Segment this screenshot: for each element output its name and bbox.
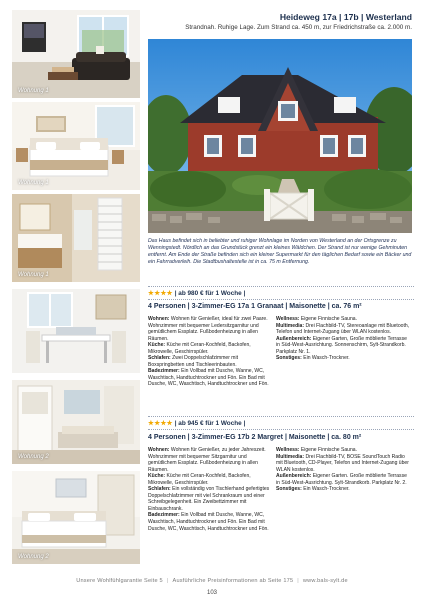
detail-value: Küche mit Ceran-Kochfeld, Backofen, Mikrowelle, Geschirrspüler. — [148, 473, 251, 486]
photo-living-room-1 — [12, 10, 140, 98]
price-text: | ab 980 € für 1 Woche | — [174, 290, 246, 297]
apartment-2-heading: 4 Personen | 3-Zimmer-EG 17b 2 Margret | Maisonette | ca. 80 m² — [148, 434, 362, 441]
apartment-1-details-right — [276, 316, 412, 362]
detail-value: Drei Flachbild-TV, BOSE SoundTouch Radio mit Bluetooth, CD-Player, Telefon und Internet-Zugang über WLAN kostenlos. — [276, 453, 409, 473]
detail-value: Eigener Garten, Große möblierte Terrasse in Süd-West-Ausrichtung. Sonnenschirm, Sylt-Strandkorb. Parkplatz Nr. 1. — [276, 335, 407, 355]
detail-key: Küche: — [148, 342, 166, 349]
detail-value: Ein Wasch-Trockner. — [301, 355, 350, 362]
detail-key: Schlafen: — [148, 486, 171, 493]
photo-caption: Wohnung 2 — [18, 554, 49, 560]
detail-paragraph — [276, 355, 412, 362]
detail-value: Eigener Garten. Große möblierte Terrasse in Süd-West-Ausrichtung. Sylt-Strandkorb. Parkplatz Nr. 2. — [276, 473, 407, 486]
detail-key: Schlafen: — [148, 355, 171, 362]
house-illustration — [148, 39, 412, 233]
bathroom-illustration — [12, 194, 140, 282]
page-subtitle: Strandnah. Ruhige Lage. Zum Strand ca. 450 m, zur Friedrichstraße ca. 2.000 m. — [185, 24, 412, 31]
detail-value: Eigene Finnische Sauna. — [299, 316, 357, 322]
detail-key: Küche: — [148, 473, 166, 480]
detail-key: Badezimmer: — [148, 512, 180, 519]
rating-stars: ★★★★ — [148, 420, 173, 427]
detail-key: Wohnen: — [148, 447, 170, 453]
detail-value: Ein Vollbad mit Dusche, Wanne, WC, Waschtisch, Handtuchtrockner und Fön. Ein Bad mit Dusche, WC, Waschtisch, Handtuchtrockner und Fön. — [148, 512, 269, 532]
detail-key: Außenbereich: — [276, 473, 312, 480]
location-description: Das Haus befindet sich in beliebter und ruhiger Wohnlage im Norden von Westerland an der Ortsgrenze zu Wenningstedt. Nördlich an das Grundstück grenzt ein kleines Wäldchen. Der Strand ist nur wenige Gehminuten entfernt. Am Ende der Straße befinden sich ein kleiner Supermarkt für den täglichen Bedarf sowie ein Bäcker und ein Fahrradverleih. Die Stadtbushaltestelle ist in ca. 75 m Entfernung. — [148, 238, 412, 265]
apartment-1-details-left — [148, 316, 270, 388]
detail-paragraph — [148, 342, 270, 355]
apartment-2-price — [148, 419, 245, 427]
apartment-1-price — [148, 289, 245, 297]
detail-value: Wohnen für Genießer, zu jeder Jahreszeit. Wohnzimmer mit bequemer Sitzgarnitur und gemütlichem Essplatz. Fußbodenheizung in allen Räumen. — [148, 447, 266, 473]
detail-paragraph — [148, 486, 270, 512]
divider — [148, 416, 414, 417]
price-text: | ab 945 € für 1 Woche | — [174, 420, 246, 427]
detail-value: Wohnen für Genießer, ideal für zwei Paare. Wohnzimmer mit bequemer Ledersitzgarnitur und gemütlichem Essplatz. Fußbodenheizung in allen Räumen. — [148, 316, 268, 342]
apartment-1-heading: 4 Personen | 3-Zimmer-EG 17a 1 Granaat | Maisonette | ca. 76 m² — [148, 303, 362, 310]
photo-bedroom-2 — [12, 471, 140, 564]
living-room-illustration — [12, 10, 140, 98]
detail-key: Badezimmer: — [148, 368, 180, 375]
divider — [148, 429, 414, 430]
detail-paragraph — [148, 473, 270, 486]
page-title: Heideweg 17a | 17b | Westerland — [279, 12, 412, 22]
detail-paragraph — [276, 473, 412, 486]
detail-paragraph — [276, 486, 412, 493]
apartment-2-details-right — [276, 447, 412, 493]
detail-paragraph — [276, 323, 412, 336]
detail-paragraph — [148, 355, 270, 368]
detail-value: Eigene Finnische Sauna. — [299, 447, 357, 453]
photo-bathroom-1 — [12, 194, 140, 282]
detail-key: Sonstiges: — [276, 486, 302, 493]
detail-value: Küche mit Ceran-Kochfeld, Backofen, Mikrowelle, Geschirrspüler. — [148, 342, 251, 355]
photo-dining-2 — [12, 289, 140, 373]
detail-paragraph — [148, 316, 270, 342]
bedroom-illustration — [12, 102, 140, 190]
detail-key: Wellness: — [276, 316, 300, 322]
photo-caption: Wohnung 1 — [18, 272, 49, 278]
photo-caption: Wohnung 2 — [18, 454, 49, 460]
living-room-2-illustration — [12, 380, 140, 464]
detail-value: Ein Vollbad mit Dusche, Wanne, WC, Waschtisch, Handtuchtrockner und Fön. Ein Bad mit Dusche, WC, Waschtisch, Handtuchtrockner und Fön. — [148, 368, 269, 388]
detail-key: Multimedia: — [276, 322, 305, 329]
footer-separator: | — [297, 578, 299, 584]
bedroom-2-illustration — [12, 471, 140, 564]
divider — [148, 286, 414, 287]
detail-paragraph — [276, 336, 412, 356]
detail-paragraph — [148, 447, 270, 473]
photo-caption: Wohnung 1 — [18, 88, 49, 94]
page-number: 103 — [206, 590, 217, 596]
apartment-2-details-left — [148, 447, 270, 532]
divider — [148, 299, 414, 300]
detail-paragraph — [148, 512, 270, 532]
footer-separator: | — [166, 578, 169, 584]
detail-key: Multimedia: — [276, 453, 305, 460]
footer-website-link[interactable]: www.bals-sylt.de — [302, 578, 348, 584]
photo-caption: Wohnung 1 — [18, 180, 49, 186]
detail-value: Zwei Doppelschlafzimmer mit Boxspringbetten und Tischleerinbauten. — [148, 355, 239, 368]
dining-room-illustration — [12, 289, 140, 373]
detail-key: Wohnen: — [148, 316, 170, 322]
rating-stars: ★★★★ — [148, 290, 173, 297]
photo-bedroom-1 — [12, 102, 140, 190]
detail-value: Ein Wasch-Trockner. — [301, 486, 350, 493]
detail-key: Außenbereich: — [276, 335, 312, 342]
detail-key: Wellness: — [276, 447, 300, 453]
detail-paragraph — [276, 454, 412, 474]
footer-guarantee-link[interactable]: Unsere Wohlfühlgarantie Seite 5 — [76, 578, 163, 584]
detail-value: Ein vollständig von Tischlerhand gefertigtes Doppelschlafzimmer mit viel Schrankraum und einer Schreibgelegenheit. Ein Zweibettzimmer mit Einbauschrank. — [148, 486, 270, 512]
detail-paragraph — [148, 368, 270, 388]
detail-key: Sonstiges: — [276, 355, 302, 362]
page-footer — [0, 578, 424, 584]
footer-price-info-link[interactable]: Ausführliche Preisinformationen ab Seite 175 — [172, 578, 294, 584]
photo-house-exterior — [148, 39, 412, 233]
detail-value: Drei Flachbild-TV, Stereoanlage mit Bluetooth, Telefon und Internet-Zugang über WLAN kostenlos. — [276, 322, 410, 336]
photo-living-room-2 — [12, 380, 140, 464]
